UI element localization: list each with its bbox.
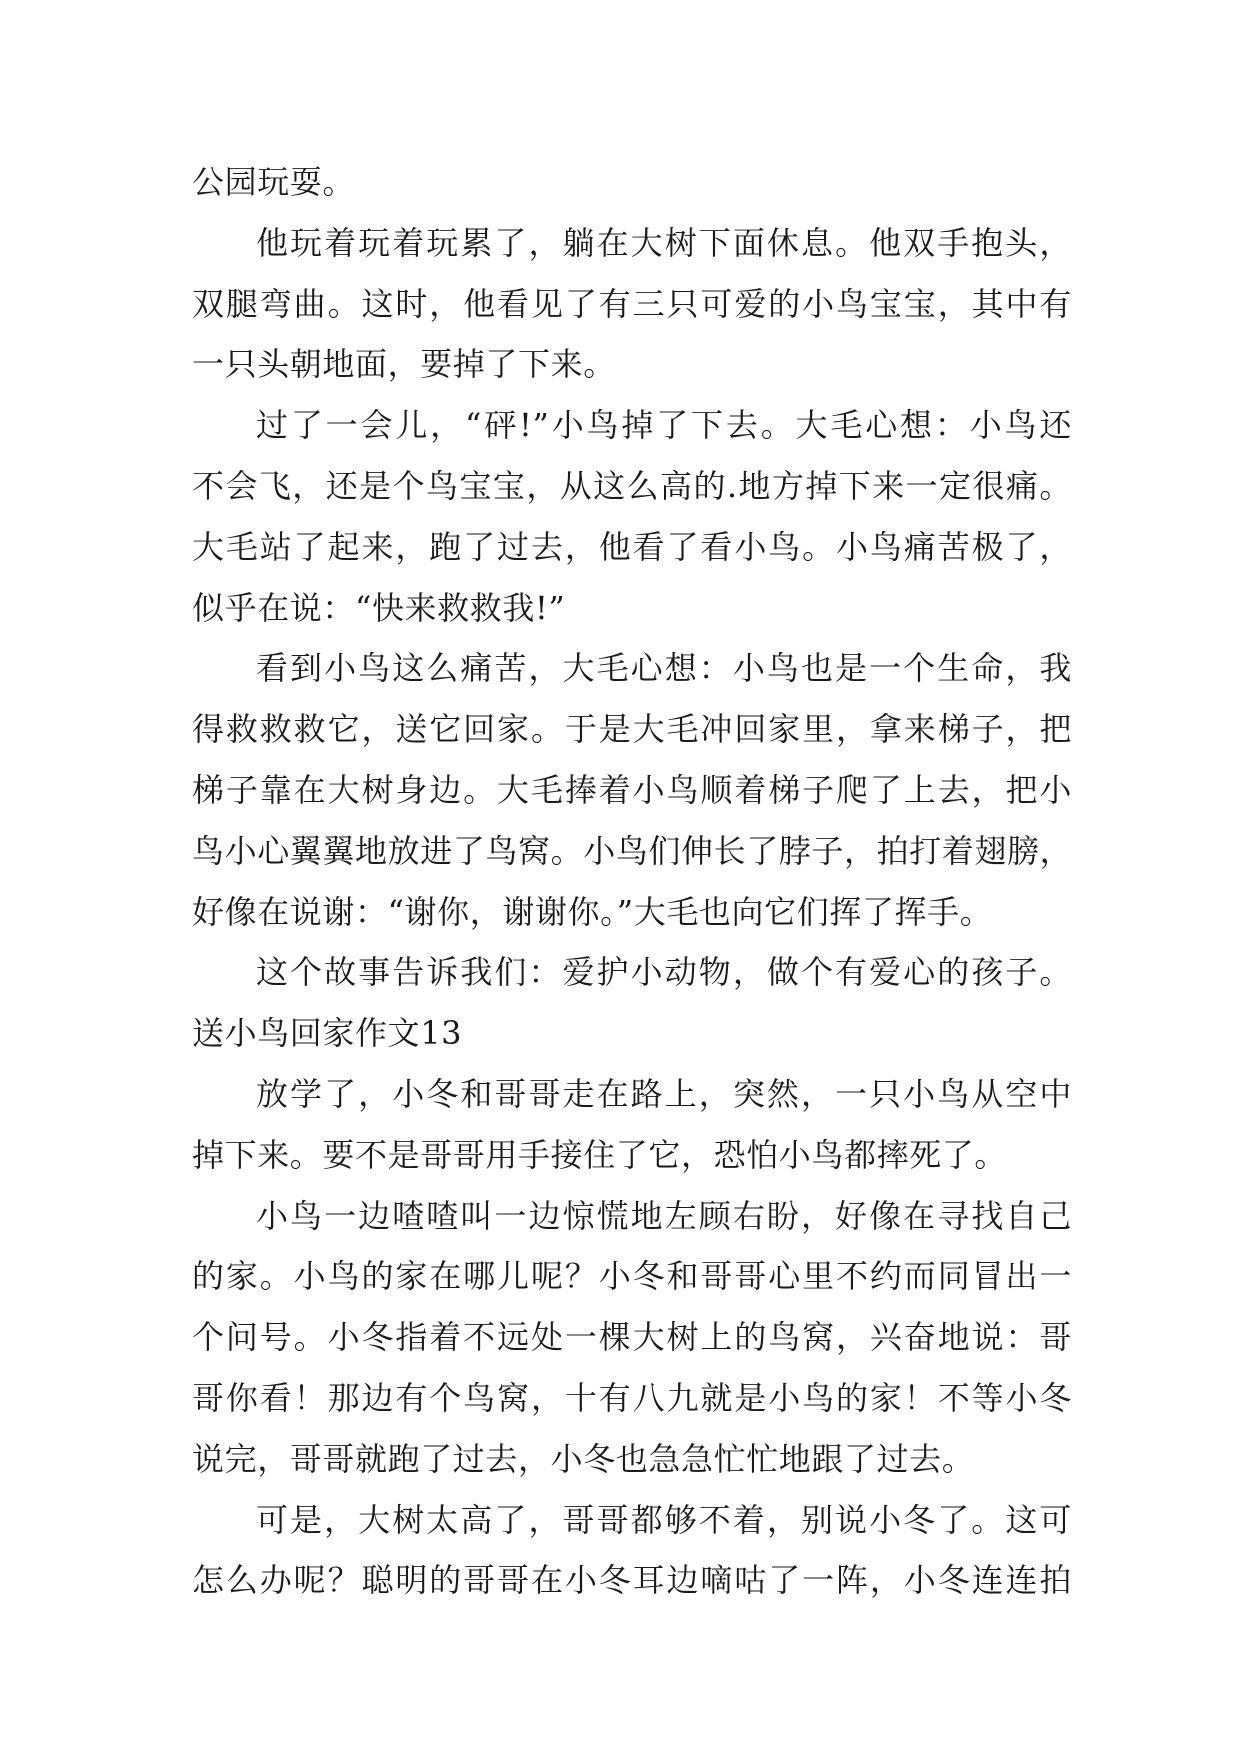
text-line: 掉下来。要不是哥哥用手接住了它，恐怕小鸟都摔死了。	[192, 1135, 1008, 1174]
text-line: 过了一会儿，“砰!”小鸟掉了下去。大毛心想：小鸟还	[256, 406, 1072, 445]
text-line: 他玩着玩着玩累了，躺在大树下面休息。他双手抱头，	[256, 223, 1072, 262]
text-line: 个问号。小冬指着不远处一棵大树上的鸟窝，兴奋地说：哥	[192, 1318, 1072, 1357]
text-line: 得救救救它，送它回家。于是大毛冲回家里，拿来梯子，把	[192, 710, 1072, 749]
text-line: 小鸟一边喳喳叫一边惊慌地左顾右盼，好像在寻找自己	[256, 1196, 1072, 1235]
text-line: 双腿弯曲。这时，他看见了有三只可爱的小鸟宝宝，其中有	[192, 284, 1072, 323]
text-line: 一只头朝地面，要掉了下来。	[192, 345, 616, 384]
text-line: 公园玩耍。	[192, 163, 356, 201]
text-line: 这个故事告诉我们：爱护小动物，做个有爱心的孩子。	[256, 953, 1072, 992]
text-line: 不会飞，还是个鸟宝宝，从这么高的.地方掉下来一定很痛。	[192, 466, 1072, 505]
text-line: 怎么办呢？聪明的哥哥在小冬耳边嘀咕了一阵，小冬连连拍	[192, 1561, 1072, 1600]
text-line: 可是，大树太高了，哥哥都够不着，别说小冬了。这可	[256, 1500, 1072, 1539]
text-line: 大毛站了起来，跑了过去，他看了看小鸟。小鸟痛苦极了，	[192, 527, 1072, 566]
text-line: 鸟小心翼翼地放进了鸟窝。小鸟们伸长了脖子，拍打着翅膀，	[192, 831, 1073, 870]
text-line: 哥你看！那边有个鸟窝，十有八九就是小鸟的家！不等小冬	[192, 1378, 1072, 1417]
text-line: 送小鸟回家作文13	[192, 1014, 463, 1053]
text-line: 说完，哥哥就跑了过去，小冬也急急忙忙地跟了过去。	[192, 1439, 975, 1478]
text-line: 的家。小鸟的家在哪儿呢？小冬和哥哥心里不约而同冒出一	[192, 1257, 1072, 1296]
text-line: 似乎在说：“快来救救我!”	[192, 588, 566, 627]
text-line: 放学了，小冬和哥哥走在路上，突然，一只小鸟从空中	[256, 1074, 1072, 1113]
text-line: 梯子靠在大树身边。大毛捧着小鸟顺着梯子爬了上去，把小	[192, 770, 1072, 809]
text-line: 好像在说谢：“谢你，谢谢你。”大毛也向它们挥了挥手。	[192, 892, 993, 931]
text-line: 看到小鸟这么痛苦，大毛心想：小鸟也是一个生命，我	[256, 649, 1072, 688]
document-body	[192, 152, 1072, 1611]
